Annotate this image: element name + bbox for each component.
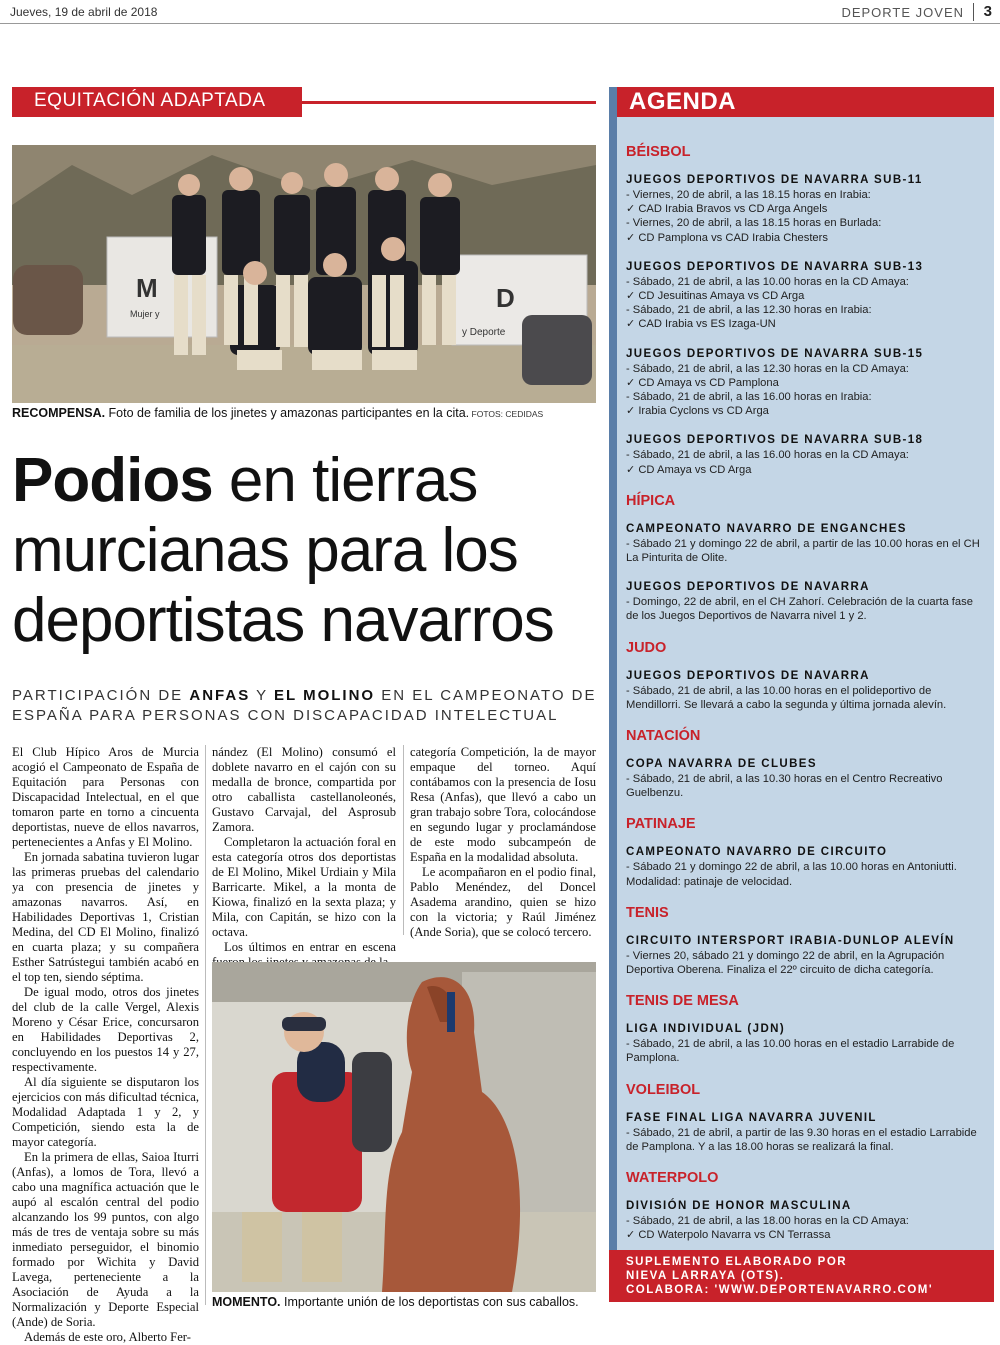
agenda-event (626, 758, 988, 800)
paragraph: De igual modo, otros dos jinetes del club de la calle Vergel, Alexis Moreno y César Erice, concursaron en Habilidades Deportivas 2, concluyendo en los puestos 14 y 27, respectivamente. (12, 985, 199, 1074)
agenda-event (626, 434, 988, 476)
agenda-event-line (626, 1214, 988, 1228)
dash-icon: - (626, 861, 630, 874)
horse-photo (212, 962, 596, 1292)
agenda-event-text: Sábado 21 y domingo 22 de abril, a las 10.00 horas en Antoniutti. Modalidad: patinaje de velocidad. (626, 861, 957, 888)
horse-photo-illustration (212, 962, 596, 1292)
agenda-event-text: Sábado, 21 de abril, a las 18.00 horas en la CD Amaya: (632, 1215, 909, 1228)
agenda-event-title: LIGA INDIVIDUAL (JDN) (626, 1023, 786, 1036)
agenda-event-line (626, 448, 988, 462)
caption2-text: Importante unión de los deportistas con sus caballos. (280, 1295, 579, 1309)
agenda-event-text: Sábado, 21 de abril, a las 10.30 horas en el Centro Recreativo Guelbenzu. (626, 773, 943, 800)
agenda-event (626, 348, 988, 419)
agenda-event-line (626, 949, 988, 977)
agenda-event-line (626, 362, 988, 376)
paragraph: nández (El Molino) consumó el doblete navarro en el cajón con su medalla de bronce, compartida por otro caballista castellanoleonés, Gustavo Carvajal, del Asprosub Zamora. (212, 745, 396, 834)
agenda-event-line (626, 303, 988, 317)
dash-icon: - (626, 362, 630, 375)
headline-part2: murcianas para los (12, 516, 518, 585)
agenda-event (626, 1200, 988, 1242)
dash-icon: - (626, 1126, 630, 1139)
agenda-event-line (626, 216, 988, 230)
agenda-event-title: COPA NAVARRA DE CLUBES (626, 758, 817, 771)
agenda-event-text: CD Amaya vs CD Pamplona (638, 376, 779, 389)
agenda-event-text: CD Pamplona vs CAD Irabia Chesters (638, 231, 828, 244)
footer-line: COLABORA: 'WWW.DEPORTENAVARRO.COM' (626, 1284, 934, 1296)
agenda-event-title: CAMPEONATO NAVARRO DE CIRCUITO (626, 846, 888, 859)
check-icon: ✓ (626, 290, 636, 303)
agenda-event (626, 1112, 988, 1154)
page-header (0, 0, 1000, 24)
paragraph: Al día siguiente se disputaron los ejercicios con más dificultad técnica, Modalidad Adaptada 1 y 2, y Competición, siendo esta la de mayor categoría. (12, 1075, 199, 1149)
agenda-event (626, 935, 988, 977)
agenda-event-line (626, 1228, 988, 1242)
agenda-sport-heading: TENIS (626, 904, 669, 921)
agenda-event-title: JUEGOS DEPORTIVOS DE NAVARRA (626, 669, 870, 682)
agenda-event-line (626, 1126, 988, 1154)
agenda-event-title: JUEGOS DEPORTIVOS DE NAVARRA SUB-18 (626, 434, 924, 447)
dash-icon: - (626, 596, 630, 609)
agenda-event (626, 670, 988, 712)
agenda-sport-heading: JUDO (626, 639, 667, 656)
dash-icon: - (626, 391, 630, 404)
agenda-event-text: CD Jesuitinas Amaya vs CD Arga (638, 290, 805, 303)
agenda-event-line (626, 595, 988, 623)
banner-text-left: Mujer y (130, 309, 160, 319)
agenda-footer (609, 1250, 994, 1302)
caption2-lead: MOMENTO. (212, 1295, 281, 1309)
check-icon: ✓ (626, 376, 636, 389)
agenda-title: AGENDA (629, 88, 737, 115)
agenda-sport-heading: VOLEIBOL (626, 1081, 701, 1098)
agenda-event-text: Sábado, 21 de abril, a las 12.30 horas en Irabia: (632, 304, 872, 317)
column-rule (205, 745, 206, 1305)
agenda-sport-heading: TENIS DE MESA (626, 993, 739, 1010)
caption1-lead: RECOMPENSA. (12, 406, 106, 420)
agenda-sidebar (609, 87, 994, 1302)
subhead-text-2: Y (250, 687, 275, 704)
headline-part3: deportistas navarros (12, 586, 554, 655)
agenda-event-text: Sábado, 21 de abril, a las 16.00 horas en la CD Amaya: (632, 449, 909, 462)
agenda-event-text: Viernes, 20 de abril, a las 18.15 horas en Burlada: (632, 217, 882, 230)
paragraph: Completaron la actuación foral en esta categoría otros dos deportistas de El Molino, Mikel Urdiain y Mila Barricarte. Mikel, a la monta de Kiowa, finalizó en la sexta plaza; y Mila, con Capitán, se hizo con la octava. (212, 835, 396, 939)
paragraph: En jornada sabatina tuvieron lugar las primeras pruebas del calendario ya con presencia de jinetes y amazonas navarros. Así, en Habilidades Deportivas 1, Cristian Medina, del CD El Molino, finalizó en cuarta plaza; y su compañera Esther Satrústegui también acabó en el top ten, siendo séptima. (12, 850, 199, 984)
paragraph: Los últimos en entrar en escena (224, 940, 396, 954)
dash-icon: - (626, 189, 630, 201)
agenda-event-text: Irabia Cyclons vs CD Arga (638, 405, 769, 418)
subhead-text-1: PARTICIPACIÓN DE (12, 687, 190, 704)
check-icon: ✓ (626, 318, 636, 331)
agenda-sport-heading: BÉISBOL (626, 144, 691, 160)
team-photo (12, 145, 596, 403)
agenda-event-line (626, 684, 988, 712)
agenda-list (626, 142, 988, 1259)
header-divider (973, 3, 974, 21)
agenda-event (626, 846, 988, 888)
agenda-event-title: JUEGOS DEPORTIVOS DE NAVARRA (626, 581, 870, 594)
agenda-event (626, 174, 988, 245)
agenda-event-text: Viernes 20, sábado 21 y domingo 22 de abril, en la Agrupación Deportiva Oberena. Finaliza el 22º circuito de dicha categoría. (626, 949, 945, 977)
check-icon: ✓ (626, 405, 636, 418)
agenda-event-line (626, 537, 988, 565)
dash-icon: - (626, 449, 630, 462)
check-icon: ✓ (626, 463, 636, 476)
check-icon: ✓ (626, 203, 636, 216)
agenda-event-line (626, 376, 988, 390)
photo1-caption (12, 406, 602, 420)
agenda-event-line (626, 860, 988, 888)
agenda-event (626, 261, 988, 332)
agenda-event (626, 581, 988, 623)
dash-icon: - (626, 1038, 630, 1051)
agenda-event-text: CD Amaya vs CD Arga (638, 463, 752, 476)
agenda-event-line (626, 772, 988, 800)
dash-icon: - (626, 537, 630, 550)
paragraph: categoría Competición, la de mayor empaque del torneo. Aquí contábamos con la presencia de Iosu Resa (Anfas), que llevó a cabo un gran trabajo sobre Tora, colocándose en segundo lugar y proclamándose de este modo subcampeón de España en la modalidad absoluta. (410, 745, 596, 864)
agenda-event-title: CAMPEONATO NAVARRO DE ENGANCHES (626, 522, 907, 535)
body-column-3 (410, 745, 596, 940)
dash-icon: - (626, 304, 630, 317)
agenda-event-line (626, 404, 988, 418)
agenda-event-text: CAD Irabia vs ES Izaga-UN (638, 318, 776, 331)
agenda-event-text: Viernes, 20 de abril, a las 18.15 horas en Irabia: (632, 189, 871, 201)
agenda-event-line (626, 317, 988, 331)
agenda-sport-heading: PATINAJE (626, 816, 696, 833)
page-number: 3 (983, 3, 992, 20)
agenda-stripe (609, 87, 617, 1302)
footer-text (626, 1255, 933, 1297)
dash-icon: - (626, 949, 630, 962)
team-photo-illustration (12, 145, 596, 403)
kicker-label: EQUITACIÓN ADAPTADA (34, 90, 266, 111)
agenda-event-title: DIVISIÓN DE HONOR MASCULINA (626, 1200, 852, 1213)
agenda-sport-heading: NATACIÓN (626, 728, 701, 745)
banner-letter-d: D (496, 283, 515, 313)
agenda-event-line (626, 202, 988, 216)
agenda-event-line (626, 390, 988, 404)
footer-line: NIEVA LARRAYA (OTS). (626, 1270, 785, 1282)
check-icon: ✓ (626, 1229, 636, 1242)
article-subhead (12, 686, 602, 726)
photo2-caption (212, 1295, 602, 1309)
body-column-2 (212, 745, 396, 970)
agenda-event-title: FASE FINAL LIGA NAVARRA JUVENIL (626, 1111, 877, 1124)
agenda-event-title: JUEGOS DEPORTIVOS DE NAVARRA SUB-13 (626, 260, 924, 273)
agenda-event-title: JUEGOS DEPORTIVOS DE NAVARRA SUB-11 (626, 174, 923, 186)
agenda-event-line (626, 188, 988, 202)
agenda-event-text: Sábado, 21 de abril, a las 12.30 horas en la CD Amaya: (632, 362, 909, 375)
agenda-event-text: CD Waterpolo Navarra vs CN Terrassa (638, 1229, 831, 1242)
paragraph: Además de este oro, Alberto Fer- (24, 1330, 191, 1344)
agenda-event (626, 1023, 988, 1065)
agenda-event-line (626, 289, 988, 303)
agenda-event-text: CAD Irabia Bravos vs CD Arga Angels (638, 203, 828, 216)
paragraph: El Club Hípico Aros de Murcia acogió el Campeonato de España de Equitación para Personas con Discapacidad Intelectual, en el que tomaron parte en torno a cincuenta deportistas, nueve de ellos navarros, pertenecientes a Anfas y El Molino. (12, 745, 199, 849)
column-rule (403, 745, 404, 935)
headline-bold: Podios (12, 446, 213, 515)
dash-icon: - (626, 275, 630, 288)
agenda-event-text: Sábado, 21 de abril, a las 10.00 horas en el polideportivo de Mendillorri. Se llevará a cabo la segunda y última jornada alevín. (626, 684, 947, 711)
agenda-event-text: Sábado, 21 de abril, a las 10.00 horas en la CD Amaya: (632, 275, 909, 288)
issue-date: Jueves, 19 de abril de 2018 (10, 5, 158, 19)
subhead-molino: EL MOLINO (274, 687, 376, 704)
banner-text-right: y Deporte (462, 327, 506, 338)
subhead-anfas: ANFAS (189, 687, 251, 704)
section-name: DEPORTE JOVEN (841, 5, 964, 20)
agenda-event-line (626, 275, 988, 289)
paragraph: Le acompañaron en el podio final, Pablo Menéndez, del Doncel Asadema arandino, quien se hizo con la victoria; y Raúl Jiménez (Ande Soria), que se colocó tercero. (410, 865, 596, 939)
footer-line: SUPLEMENTO ELABORADO POR (626, 1256, 848, 1268)
agenda-sport-heading: WATERPOLO (626, 1170, 719, 1187)
agenda-event-text: Sábado, 21 de abril, a partir de las 9.30 horas en el estadio Larrabide de Pamplona. Y a las 18.00 horas se realizará la final. (626, 1126, 977, 1153)
agenda-event-text: Sábado, 21 de abril, a las 16.00 horas en Irabia: (632, 391, 872, 404)
agenda-event-title: JUEGOS DEPORTIVOS DE NAVARRA SUB-15 (626, 347, 924, 360)
agenda-sport-heading: HÍPICA (626, 492, 676, 509)
banner-letter-m: M (136, 273, 158, 303)
body-column-1 (12, 745, 199, 1345)
agenda-event-text: Sábado, 21 de abril, a las 10.00 horas en el estadio Larrabide de Pamplona. (626, 1038, 955, 1065)
photo-credit: FOTOS: CEDIDAS (469, 409, 544, 419)
dash-icon: - (626, 217, 630, 230)
agenda-event-line (626, 463, 988, 477)
paragraph: En la primera de ellas, Saioa Iturri (Anfas), a lomos de Tora, llevó a cabo una magnífica actuación que le aupó al escalón central del podio alcanzando los 99 puntos, con algo más de tres de ventaja sobre su más inmediato perseguidor, el binomio formado por Wichita y David Lavega, perteneciente a la Asociación de Ayuda a la Normalización y Deporte Especial (Ande) de Soria. (12, 1150, 199, 1329)
subhead-text-3: EN EL CAMPEONATO DE ESPAÑA PARA PERSONAS CON DISCAPACIDAD INTELECTUAL (12, 687, 597, 724)
dash-icon: - (626, 773, 630, 786)
dash-icon: - (626, 1215, 630, 1228)
agenda-event-text: Domingo, 22 de abril, en el CH Zahorí. Celebración de la cuarta fase de los Juegos Deportivos de Navarra nivel 1 y 2. (626, 596, 973, 623)
check-icon: ✓ (626, 231, 636, 244)
agenda-event-text: Sábado 21 y domingo 22 de abril, a partir de las 10.00 horas en el CH La Pinturita de Olite. (626, 537, 980, 565)
agenda-event-line (626, 1037, 988, 1065)
agenda-event-title: CIRCUITO INTERSPORT IRABIA-DUNLOP ALEVÍN (626, 934, 955, 947)
article-kicker (12, 87, 596, 117)
article-headline (12, 446, 602, 656)
agenda-header (609, 87, 994, 117)
caption1-text: Foto de familia de los jinetes y amazonas participantes en la cita. (105, 406, 470, 420)
agenda-event-line (626, 231, 988, 245)
dash-icon: - (626, 684, 630, 697)
headline-part1: en tierras (212, 446, 478, 515)
agenda-event (626, 523, 988, 565)
